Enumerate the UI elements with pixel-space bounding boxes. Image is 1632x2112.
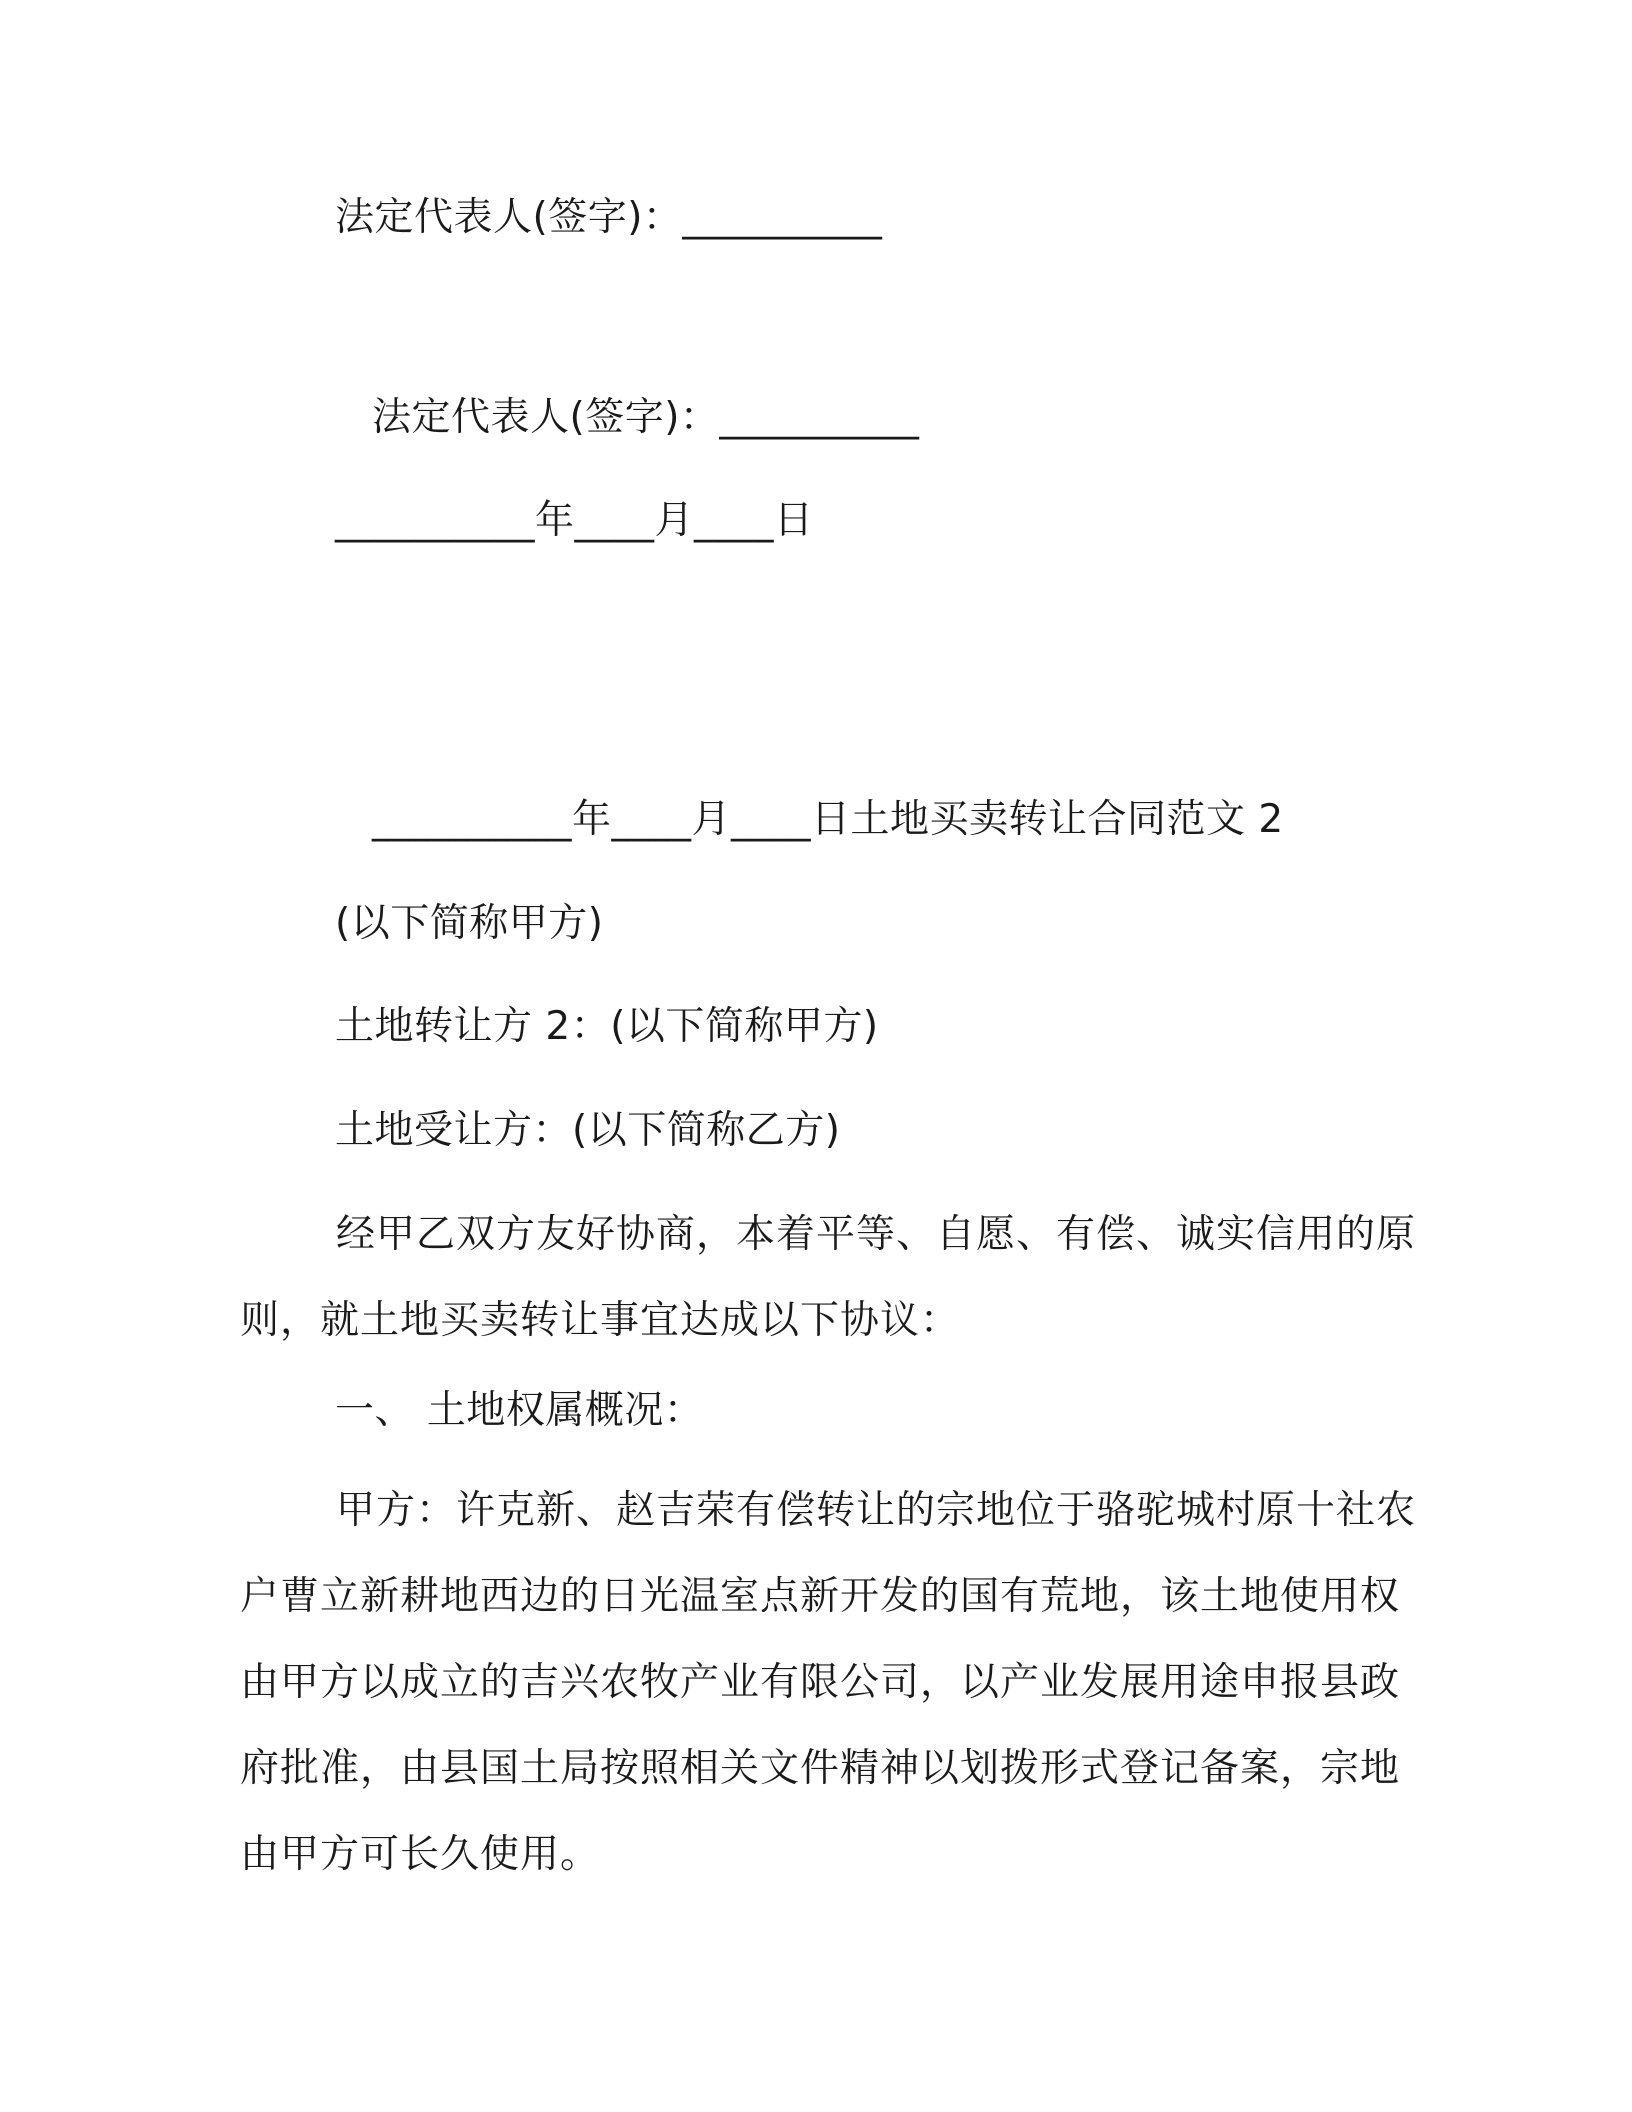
- section-heading-land-ownership: 一、 土地权属概况：: [335, 1388, 704, 1433]
- party-b-legal-representative-signature-line: 法定代表人(签字)：__________: [372, 395, 920, 440]
- party-a-legal-representative-signature-line: 法定代表人(签字)：__________: [335, 195, 883, 240]
- contract-title: __________年____月____日土地买卖转让合同范文 2: [372, 797, 1284, 842]
- land-transferee-line: 土地受让方：(以下简称乙方): [335, 1108, 841, 1153]
- signing-date-line: __________年____月____日: [335, 498, 814, 543]
- land-ownership-paragraph: 甲方：许克新、赵吉荣有偿转让的宗地位于骆驼城村原十社农户曹立新耕地西边的日光温室点新开发的国有荒地，该土地使用权由甲方以成立的吉兴农牧产业有限公司，以产业发展用途申报县政府批准，由县国土局按照相关文件精神以划拨形式登记备案，宗地由甲方可长久使用。: [240, 1488, 1417, 1877]
- agreement-preamble-paragraph: 经甲乙双方友好协商，本着平等、自愿、有偿、诚实信用的原则，就土地买卖转让事宜达成以下协议：: [240, 1212, 1417, 1343]
- land-transferor-line: 土地转让方 2：(以下简称甲方): [335, 1004, 879, 1049]
- party-a-abbreviation-line: (以下简称甲方): [335, 901, 604, 946]
